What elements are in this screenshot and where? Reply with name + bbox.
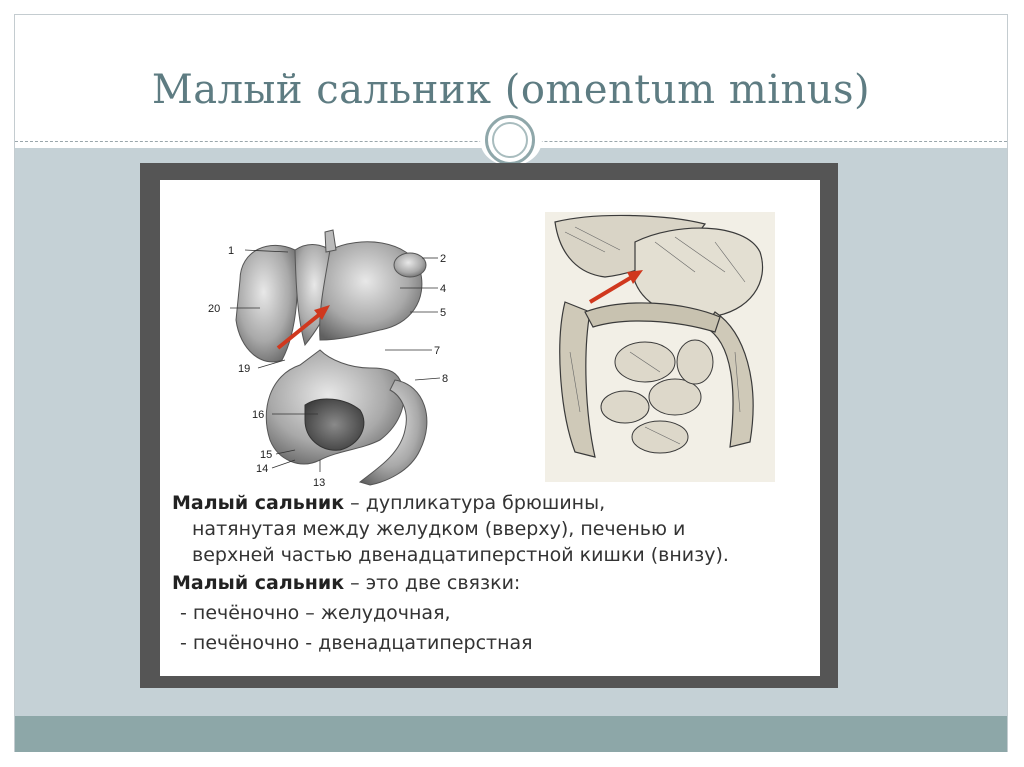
divider-ornament-inner-circle <box>492 122 528 158</box>
label-2: 2 <box>440 253 447 265</box>
left-anatomy-figure <box>200 210 460 490</box>
label-5: 5 <box>440 307 447 319</box>
definition-line-1-rest: – дупликатура брюшины, <box>344 492 606 514</box>
label-19: 19 <box>238 363 251 375</box>
anatomy-image-frame <box>140 163 838 688</box>
label-13: 13 <box>313 477 326 489</box>
label-4: 4 <box>440 283 447 295</box>
definition-line-2: натянутая между желудком (вверху), печенью и <box>192 518 686 540</box>
slide-title: Малый сальник (omentum minus) <box>151 67 871 113</box>
ligament-item-2: - печёночно - двенадцатиперстная <box>180 632 533 654</box>
label-7: 7 <box>434 345 441 357</box>
definition-line-4-rest: – это две связки: <box>344 572 521 594</box>
divider-ornament-circle <box>485 115 535 165</box>
label-14: 14 <box>256 463 269 475</box>
definition-line-4 <box>172 572 520 594</box>
ligament-item-1: - печёночно – желудочная, <box>180 602 451 624</box>
label-1: 1 <box>228 245 235 257</box>
right-anatomy-figure <box>545 212 775 482</box>
definition-line-1 <box>172 492 605 514</box>
liver-lobe <box>236 245 297 361</box>
anatomy-image <box>160 180 820 676</box>
label-20: 20 <box>208 303 221 315</box>
esophagus <box>325 230 336 252</box>
term-bold-2: Малый сальник <box>172 572 345 594</box>
term-bold-1: Малый сальник <box>172 492 345 514</box>
footer-band <box>15 716 1007 752</box>
spleen <box>394 253 426 277</box>
label-16: 16 <box>252 409 265 421</box>
label-8: 8 <box>442 373 449 385</box>
label-15: 15 <box>260 449 273 461</box>
definition-line-3: верхней частью двенадцатиперстной кишки (внизу). <box>192 544 729 566</box>
